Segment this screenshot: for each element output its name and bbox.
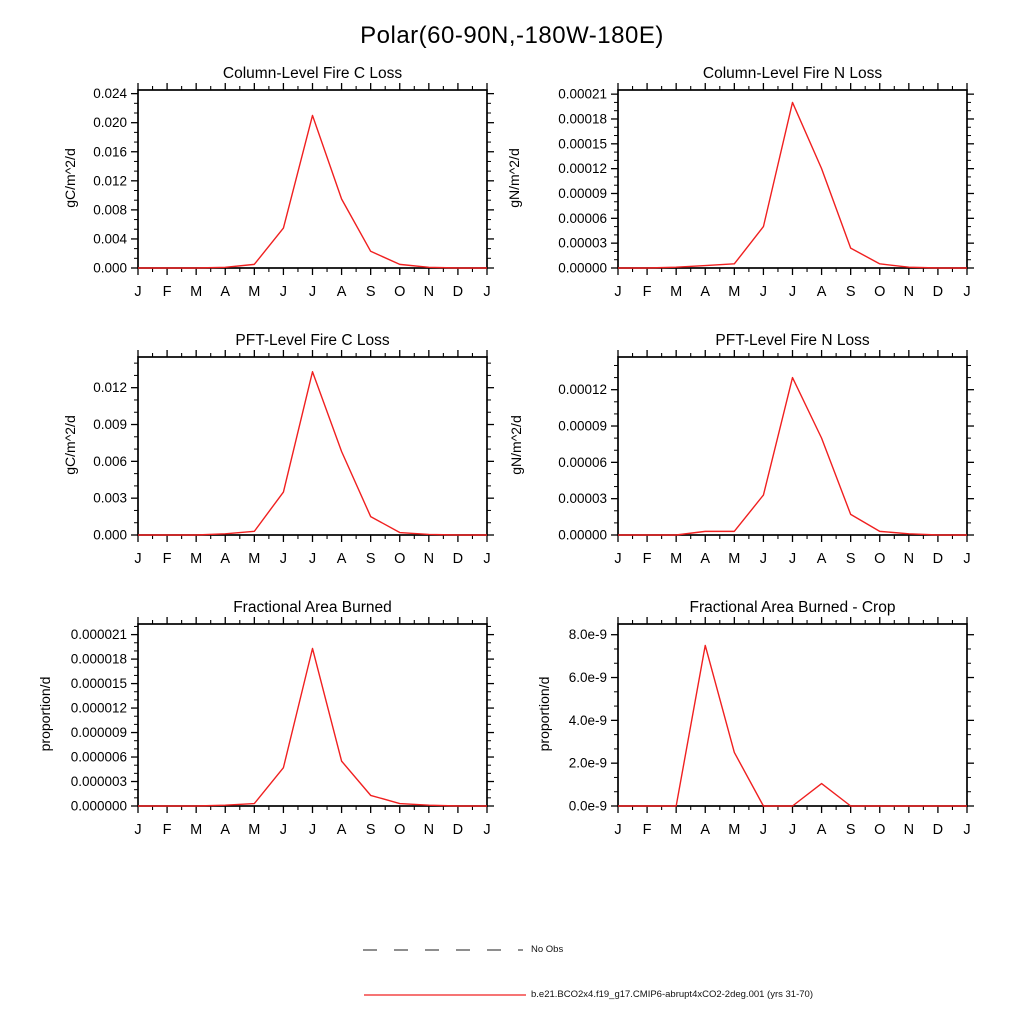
y-tick-label: 0.00000 — [558, 527, 607, 543]
x-tick-label: F — [162, 822, 172, 838]
x-tick-label: J — [614, 284, 622, 300]
x-tick-label: N — [903, 284, 915, 300]
y-tick-label: 0.016 — [93, 144, 127, 160]
y-tick-label: 0.009 — [93, 417, 127, 433]
main-title: Polar(60-90N,-180W-180E) — [360, 22, 664, 49]
y-tick-label: 0.024 — [93, 86, 127, 102]
x-tick-label: A — [816, 284, 827, 300]
x-tick-label: J — [134, 284, 142, 300]
x-tick-label: N — [903, 551, 915, 567]
x-tick-label: M — [728, 551, 741, 567]
x-tick-label: A — [816, 551, 827, 567]
x-tick-label: J — [788, 551, 797, 567]
x-tick-label: S — [845, 284, 856, 300]
x-tick-label: M — [728, 822, 741, 838]
y-tick-label: 0.00006 — [558, 454, 607, 470]
y-axis-unit-label: gN/m^2/d — [506, 148, 522, 208]
x-tick-label: M — [190, 551, 203, 567]
x-tick-label: S — [845, 551, 856, 567]
y-tick-label: 0.003 — [93, 490, 127, 506]
y-tick-label: 0.012 — [93, 173, 127, 189]
x-tick-label: A — [816, 822, 827, 838]
x-tick-label: S — [845, 822, 856, 838]
y-tick-label: 0.0e-9 — [568, 798, 607, 814]
x-tick-label: J — [759, 284, 768, 300]
x-tick-label: J — [788, 822, 797, 838]
y-tick-label: 0.000 — [93, 260, 127, 276]
no-obs-line — [361, 946, 531, 954]
x-tick-label: O — [874, 284, 886, 300]
x-tick-label: N — [423, 551, 435, 567]
x-tick-label: J — [483, 822, 491, 838]
y-tick-label: 0.000006 — [70, 749, 127, 765]
series-line — [138, 372, 487, 535]
x-tick-label: M — [670, 284, 683, 300]
x-tick-label: A — [220, 284, 231, 300]
x-tick-label: O — [394, 284, 406, 300]
x-tick-label: O — [394, 551, 406, 567]
x-tick-label: F — [642, 284, 652, 300]
y-tick-label: 0.00003 — [558, 235, 607, 251]
x-tick-label: J — [483, 284, 491, 300]
series-line — [138, 648, 487, 806]
panel-title: PFT-Level Fire N Loss — [715, 332, 870, 349]
x-tick-label: J — [279, 284, 288, 300]
y-tick-label: 2.0e-9 — [568, 755, 607, 771]
y-axis-unit-label: proportion/d — [536, 676, 552, 752]
series-line — [138, 115, 487, 268]
x-tick-label: S — [365, 284, 376, 300]
x-tick-label: M — [190, 822, 203, 838]
y-tick-label: 0.000000 — [70, 798, 127, 814]
x-tick-label: D — [932, 551, 944, 567]
series-line — [618, 102, 967, 268]
x-tick-label: A — [336, 822, 347, 838]
x-tick-label: A — [336, 284, 347, 300]
y-tick-label: 0.000018 — [70, 651, 127, 667]
y-tick-label: 0.00012 — [558, 161, 607, 177]
x-tick-label: S — [365, 822, 376, 838]
y-tick-label: 0.000 — [93, 527, 127, 543]
y-axis-unit-label: gC/m^2/d — [62, 415, 78, 475]
x-tick-label: A — [700, 822, 711, 838]
x-tick-label: A — [700, 551, 711, 567]
x-tick-label: D — [932, 822, 944, 838]
x-tick-label: A — [220, 822, 231, 838]
x-tick-label: J — [279, 551, 288, 567]
x-tick-label: J — [614, 822, 622, 838]
panel-title: Column-Level Fire N Loss — [702, 65, 883, 82]
y-tick-label: 0.00000 — [558, 260, 607, 276]
x-tick-label: J — [134, 551, 142, 567]
plot-area — [500, 612, 991, 852]
x-tick-label: F — [162, 551, 172, 567]
series-line — [618, 378, 967, 535]
model-run-line — [362, 991, 532, 999]
y-tick-label: 0.00003 — [558, 491, 607, 507]
panel-title: Fractional Area Burned - Crop — [689, 599, 896, 616]
x-tick-label: M — [248, 284, 261, 300]
x-tick-label: D — [452, 551, 464, 567]
x-tick-label: S — [365, 551, 376, 567]
x-tick-label: A — [336, 551, 347, 567]
x-tick-label: J — [963, 822, 971, 838]
y-tick-label: 0.00009 — [558, 185, 607, 201]
x-tick-label: F — [162, 284, 172, 300]
y-tick-label: 0.00021 — [558, 86, 607, 102]
plot-area — [500, 78, 991, 314]
x-tick-label: J — [279, 822, 288, 838]
x-tick-label: O — [394, 822, 406, 838]
y-tick-label: 4.0e-9 — [568, 712, 607, 728]
y-tick-label: 0.00018 — [558, 111, 607, 127]
y-axis-unit-label: gN/m^2/d — [508, 415, 524, 475]
x-tick-label: M — [248, 551, 261, 567]
y-tick-label: 6.0e-9 — [568, 670, 607, 686]
x-tick-label: M — [670, 822, 683, 838]
x-tick-label: M — [248, 822, 261, 838]
y-tick-label: 8.0e-9 — [568, 627, 607, 643]
plot-area — [20, 345, 511, 581]
plot-area — [20, 78, 511, 314]
no-obs-label: No Obs — [531, 944, 564, 955]
x-tick-label: M — [728, 284, 741, 300]
x-tick-label: N — [903, 822, 915, 838]
plot-area — [20, 612, 511, 852]
x-tick-label: J — [759, 822, 768, 838]
y-tick-label: 0.00015 — [558, 136, 607, 152]
x-tick-label: J — [308, 284, 317, 300]
x-tick-label: J — [483, 551, 491, 567]
y-tick-label: 0.00012 — [558, 382, 607, 398]
y-tick-label: 0.00009 — [558, 418, 607, 434]
x-tick-label: D — [932, 284, 944, 300]
y-tick-label: 0.000009 — [70, 725, 127, 741]
x-tick-label: J — [614, 551, 622, 567]
y-tick-label: 0.012 — [93, 380, 127, 396]
x-tick-label: O — [874, 822, 886, 838]
x-tick-label: A — [700, 284, 711, 300]
x-tick-label: A — [220, 551, 231, 567]
y-tick-label: 0.008 — [93, 202, 127, 218]
y-tick-label: 0.00006 — [558, 210, 607, 226]
y-tick-label: 0.000012 — [70, 700, 127, 716]
x-tick-label: J — [308, 551, 317, 567]
y-tick-label: 0.000021 — [70, 627, 127, 643]
x-tick-label: J — [788, 284, 797, 300]
x-tick-label: J — [308, 822, 317, 838]
x-tick-label: J — [134, 822, 142, 838]
y-tick-label: 0.000003 — [70, 774, 127, 790]
x-tick-label: F — [642, 551, 652, 567]
x-tick-label: M — [670, 551, 683, 567]
y-axis-unit-label: proportion/d — [37, 676, 53, 752]
plot-area — [500, 345, 991, 581]
y-axis-unit-label: gC/m^2/d — [62, 148, 78, 208]
panel-title: Column-Level Fire C Loss — [222, 65, 403, 82]
model-run-label: b.e21.BCO2x4.f19_g17.CMIP6-abrupt4xCO2-2deg.001 (yrs 31-70) — [531, 989, 813, 1000]
x-tick-label: D — [452, 284, 464, 300]
x-tick-label: D — [452, 822, 464, 838]
x-tick-label: N — [423, 284, 435, 300]
x-tick-label: N — [423, 822, 435, 838]
x-tick-label: F — [642, 822, 652, 838]
panel-title: Fractional Area Burned — [233, 599, 392, 616]
x-tick-label: O — [874, 551, 886, 567]
series-line — [618, 645, 967, 806]
x-tick-label: J — [963, 551, 971, 567]
y-tick-label: 0.004 — [93, 231, 127, 247]
y-tick-label: 0.006 — [93, 453, 127, 469]
x-tick-label: J — [963, 284, 971, 300]
x-tick-label: M — [190, 284, 203, 300]
x-tick-label: J — [759, 551, 768, 567]
panel-title: PFT-Level Fire C Loss — [235, 332, 390, 349]
y-tick-label: 0.000015 — [70, 676, 127, 692]
y-tick-label: 0.020 — [93, 115, 127, 131]
